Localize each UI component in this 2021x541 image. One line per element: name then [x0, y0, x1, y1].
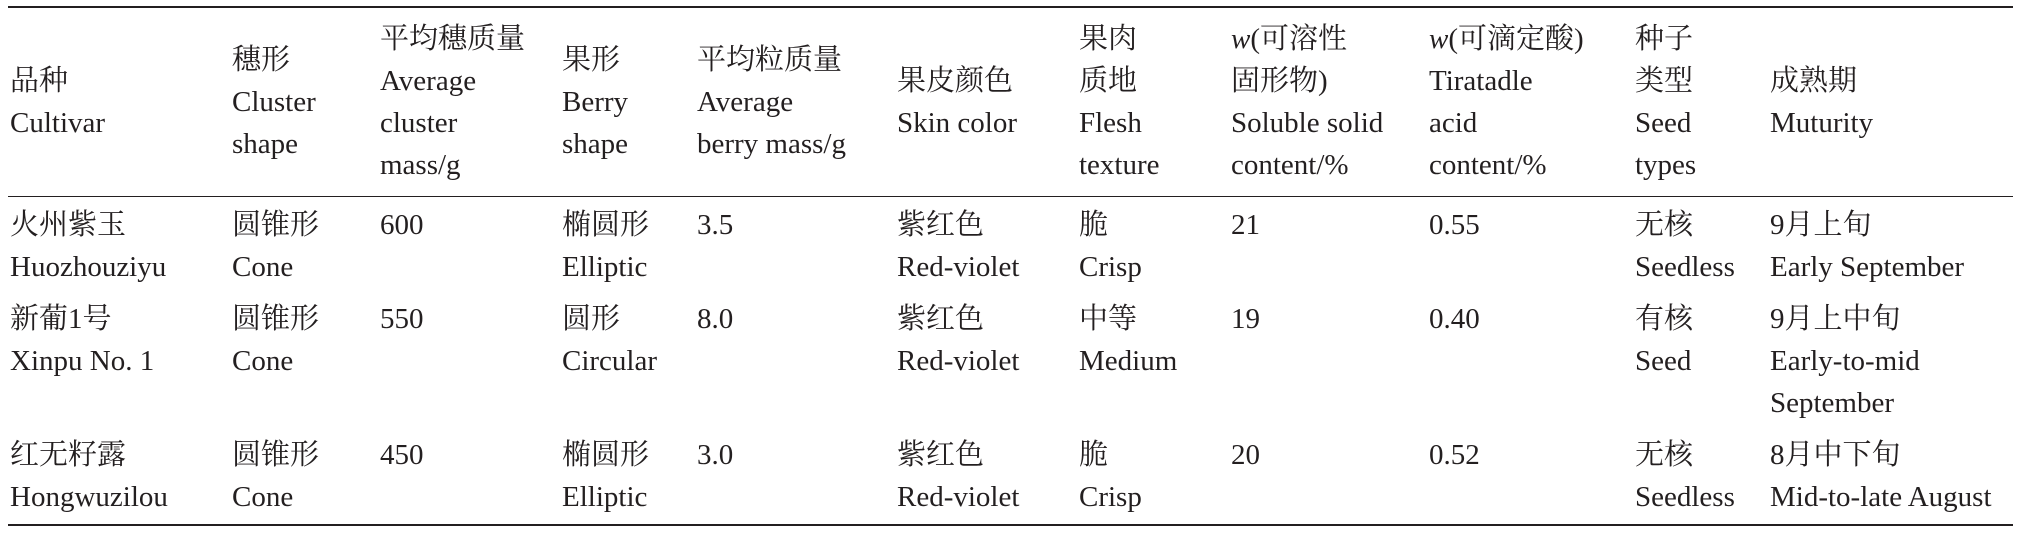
header-line: Average: [697, 86, 794, 118]
cell-line: 有核: [1635, 303, 1694, 335]
cell-line: 中等: [1079, 303, 1138, 335]
header-line: acid: [1429, 107, 1478, 139]
header-line: Cluster: [232, 86, 316, 118]
cell-line: Mid-to-late August: [1770, 481, 1992, 513]
cell-titratable-acid-content: [1427, 197, 1633, 299]
cell-average-berry-mass: [695, 197, 895, 299]
cell-cluster-shape: [230, 434, 378, 525]
header-line: 固形物): [1231, 65, 1328, 97]
cell-average-cluster-mass: [378, 298, 560, 434]
cell-flesh-texture: [1077, 197, 1229, 299]
header-line: Berry: [562, 86, 629, 118]
cell-line: Seed: [1635, 345, 1692, 377]
cell-line: 21: [1231, 209, 1260, 241]
header-line: shape: [562, 128, 629, 160]
header-cultivar: [8, 7, 230, 197]
header-maturity: [1768, 7, 2013, 197]
cell-line: Elliptic: [562, 481, 648, 513]
header-line: types: [1635, 149, 1697, 181]
cell-line: 3.0: [697, 439, 734, 471]
cell-line: Crisp: [1079, 481, 1142, 513]
header-line: 平均粒质量: [697, 44, 843, 76]
header-cluster-shape: [230, 7, 378, 197]
header-line: 种子: [1635, 23, 1694, 55]
cell-line: 脆: [1079, 439, 1109, 471]
header-line: Muturity: [1770, 107, 1874, 139]
cell-line: 椭圆形: [562, 209, 650, 241]
header-row: [8, 7, 2013, 197]
cell-soluble-solid-content: [1229, 434, 1427, 525]
header-soluble-solid-content: [1229, 7, 1427, 197]
header-line: Tiratadle: [1429, 65, 1533, 97]
cell-line: Huozhouziyu: [10, 251, 167, 283]
cell-maturity: [1768, 197, 2013, 299]
header-line-text: (可溶性: [1250, 23, 1348, 55]
cell-line: 圆形: [562, 303, 621, 335]
cell-line: 红无籽露: [10, 439, 127, 471]
header-line: 果皮颜色: [897, 65, 1014, 97]
header-line: Cultivar: [10, 107, 106, 139]
cell-soluble-solid-content: [1229, 298, 1427, 434]
cell-line: 紫红色: [897, 209, 985, 241]
cell-line: 脆: [1079, 209, 1109, 241]
cell-line: 无核: [1635, 209, 1694, 241]
header-line-text: (可滴定酸): [1448, 23, 1584, 55]
cell-cluster-shape: [230, 197, 378, 299]
header-line: Average: [380, 65, 477, 97]
header-line: [1429, 18, 1633, 60]
cell-line: Cone: [232, 251, 294, 283]
header-line: 果形: [562, 44, 621, 76]
cell-seed-types: [1633, 298, 1768, 434]
header-seed-types: [1633, 7, 1768, 197]
cell-flesh-texture: [1077, 434, 1229, 525]
cell-line: Seedless: [1635, 251, 1735, 283]
cell-line: Medium: [1079, 345, 1178, 377]
cell-line: Cone: [232, 481, 294, 513]
header-line: 穗形: [232, 44, 291, 76]
cell-line: Red-violet: [897, 251, 1020, 283]
header-variable: w: [1429, 23, 1449, 55]
cell-line: 550: [380, 303, 424, 335]
cell-line: 450: [380, 439, 424, 471]
header-line: 类型: [1635, 65, 1694, 97]
cell-line: 20: [1231, 439, 1260, 471]
header-variable: w: [1231, 23, 1251, 55]
cell-line: 8.0: [697, 303, 734, 335]
header-average-berry-mass: [695, 7, 895, 197]
cell-cultivar: [8, 298, 230, 434]
cell-line: Early September: [1770, 251, 1965, 283]
cell-line: Circular: [562, 345, 658, 377]
cell-line: Red-violet: [897, 345, 1020, 377]
header-line: cluster: [380, 107, 458, 139]
cell-titratable-acid-content: [1427, 298, 1633, 434]
header-line: 果肉: [1079, 23, 1138, 55]
cell-skin-color: [895, 298, 1077, 434]
cell-line: Cone: [232, 345, 294, 377]
header-line: berry mass/g: [697, 128, 846, 160]
header-titratable-acid-content: [1427, 7, 1633, 197]
cell-line: 0.55: [1429, 209, 1480, 241]
cell-line: Early-to-mid: [1770, 345, 1920, 377]
cell-line: 紫红色: [897, 303, 985, 335]
header-line: 品种: [10, 65, 69, 97]
header-line: mass/g: [380, 149, 461, 181]
header-skin-color: [895, 7, 1077, 197]
table-row: [8, 197, 2013, 299]
table-body: [8, 197, 2013, 526]
cell-maturity: [1768, 434, 2013, 525]
cell-cultivar: [8, 434, 230, 525]
cell-soluble-solid-content: [1229, 197, 1427, 299]
cell-average-cluster-mass: [378, 434, 560, 525]
table-header: [8, 7, 2013, 197]
cultivar-table: [8, 6, 2013, 526]
cell-line: Red-violet: [897, 481, 1020, 513]
header-line: shape: [232, 128, 299, 160]
header-average-cluster-mass: [378, 7, 560, 197]
cell-seed-types: [1633, 434, 1768, 525]
header-line: Skin color: [897, 107, 1018, 139]
cell-line: 8月中下旬: [1770, 439, 1901, 471]
cell-line: Seedless: [1635, 481, 1735, 513]
cell-skin-color: [895, 434, 1077, 525]
cell-line: 0.52: [1429, 439, 1480, 471]
header-line: Soluble solid: [1231, 107, 1384, 139]
cell-seed-types: [1633, 197, 1768, 299]
header-line: 质地: [1079, 65, 1138, 97]
cell-line: 600: [380, 209, 424, 241]
header-line: Seed: [1635, 107, 1692, 139]
cell-cultivar: [8, 197, 230, 299]
cell-line: 无核: [1635, 439, 1694, 471]
cell-skin-color: [895, 197, 1077, 299]
cell-average-cluster-mass: [378, 197, 560, 299]
cell-line: 9月上中旬: [1770, 303, 1901, 335]
header-line: content/%: [1231, 149, 1349, 181]
cell-berry-shape: [560, 197, 695, 299]
cell-berry-shape: [560, 434, 695, 525]
cell-line: Elliptic: [562, 251, 648, 283]
cell-line: 圆锥形: [232, 209, 320, 241]
cell-flesh-texture: [1077, 298, 1229, 434]
cell-titratable-acid-content: [1427, 434, 1633, 525]
cell-line: September: [1770, 387, 1895, 419]
header-line: content/%: [1429, 149, 1547, 181]
cell-line: 圆锥形: [232, 303, 320, 335]
cell-line: Xinpu No. 1: [10, 345, 155, 377]
table-row: [8, 298, 2013, 434]
cell-average-berry-mass: [695, 434, 895, 525]
header-line: 平均穗质量: [380, 23, 526, 55]
cell-line: 椭圆形: [562, 439, 650, 471]
cell-line: Crisp: [1079, 251, 1142, 283]
header-line: [1231, 18, 1427, 60]
cell-line: 0.40: [1429, 303, 1480, 335]
cell-line: 圆锥形: [232, 439, 320, 471]
header-flesh-texture: [1077, 7, 1229, 197]
cell-average-berry-mass: [695, 298, 895, 434]
cell-line: 紫红色: [897, 439, 985, 471]
cell-line: 19: [1231, 303, 1260, 335]
cell-line: 新葡1号: [10, 303, 112, 335]
cell-maturity: [1768, 298, 2013, 434]
cell-line: 3.5: [697, 209, 734, 241]
header-line: texture: [1079, 149, 1160, 181]
header-berry-shape: [560, 7, 695, 197]
cell-cluster-shape: [230, 298, 378, 434]
cell-line: Hongwuzilou: [10, 481, 168, 513]
header-line: Flesh: [1079, 107, 1142, 139]
table-row: [8, 434, 2013, 525]
cell-line: 9月上旬: [1770, 209, 1872, 241]
cell-line: 火州紫玉: [10, 209, 127, 241]
header-line: 成熟期: [1770, 65, 1858, 97]
cell-berry-shape: [560, 298, 695, 434]
